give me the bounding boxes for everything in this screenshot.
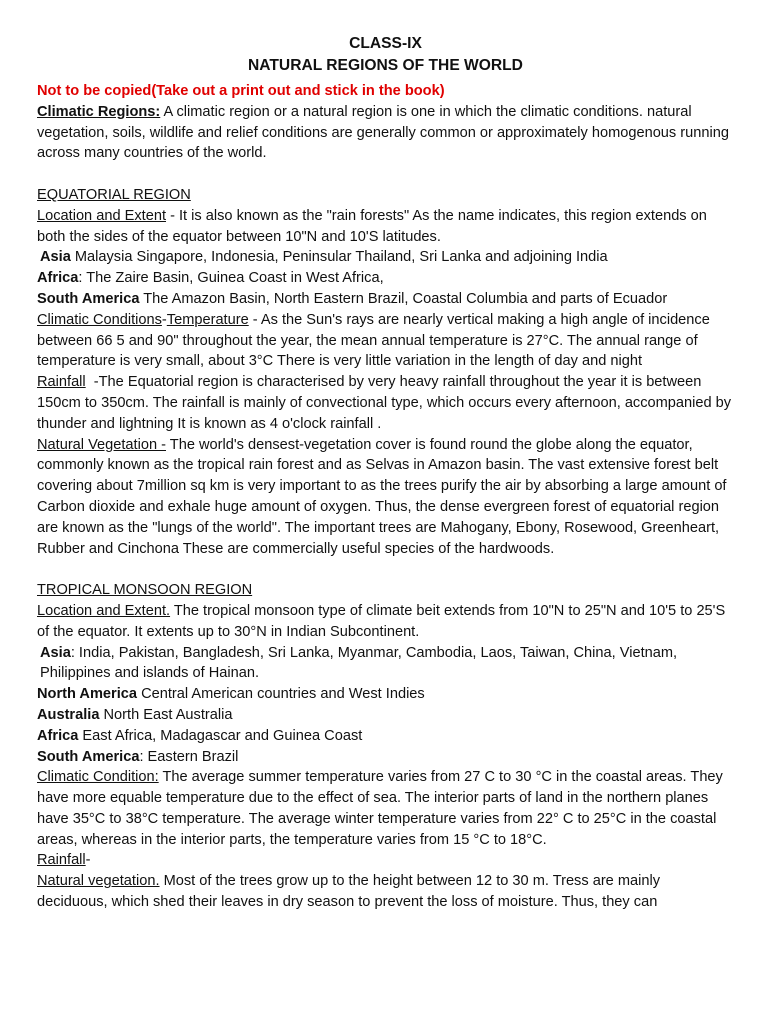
monsoon-vegetation-label: Natural vegetation. [37, 873, 160, 890]
equatorial-country-asia [37, 247, 734, 268]
country-label: Africa [37, 270, 79, 287]
country-text: East Africa, Madagascar and Guinea Coast [78, 727, 363, 744]
intro-label: Climatic Regions: [37, 103, 161, 120]
country-label: Australia [37, 706, 100, 723]
class-title: CLASS-IX [349, 35, 422, 52]
country-label: South America [37, 290, 140, 307]
intro-paragraph [37, 102, 734, 164]
country-text: : Eastern Brazil [139, 748, 239, 765]
monsoon-location-label: Location and Extent. [37, 602, 171, 619]
equatorial-rainfall [37, 372, 734, 434]
page-title: NATURAL REGIONS OF THE WORLD [248, 57, 523, 74]
country-text: : India, Pakistan, Bangladesh, Sri Lanka, Myanmar, Cambodia, Laos, Taiwan, China, Vietnam, Philippines and islands of Hainan. [40, 644, 678, 682]
spacer [37, 164, 734, 185]
equatorial-climate [37, 310, 734, 372]
equatorial-location-label: Location and Extent [37, 207, 167, 224]
equatorial-temperature-label: Temperature [166, 311, 249, 328]
equatorial-climate-text: - As the Sun's rays are nearly vertical making a high angle of incidence between 66 5 and 90" throughout the year, the mean annual temperature is 27°C. The annual range of temperature is very small, about 3°C There is very little variation in the length of day and night [37, 311, 710, 370]
country-label: North America [37, 686, 138, 703]
equatorial-vegetation [37, 435, 734, 560]
equatorial-location-text: - It is also known as the "rain forests" As the name indicates, this region extends on both the sides of the equator between 10"N and 10'S latitudes. [37, 207, 707, 245]
monsoon-climate-label: Climatic Condition: [37, 769, 159, 786]
monsoon-vegetation [37, 871, 734, 913]
country-text: Central American countries and West Indies [137, 686, 425, 703]
monsoon-country-south-america [37, 747, 734, 768]
country-label: Africa [37, 727, 79, 744]
monsoon-country-north-america [37, 684, 734, 705]
country-label: South America [37, 748, 140, 765]
copy-warning: Not to be copied(Take out a print out and stick in the book) [37, 83, 445, 99]
equatorial-location [37, 206, 734, 248]
monsoon-vegetation-text: Most of the trees grow up to the height between 12 to 30 m. Tress are mainly deciduous, which shed their leaves in dry season to prevent the loss of moisture. Thus, they can [37, 873, 661, 911]
country-text: Malaysia Singapore, Indonesia, Peninsular Thailand, Sri Lanka and adjoining India [70, 249, 608, 266]
equatorial-country-south-america [37, 289, 734, 310]
country-label: Asia [40, 644, 71, 661]
country-label: Asia [40, 249, 71, 266]
equatorial-country-africa [37, 268, 734, 289]
equatorial-vegetation-text: The world's densest-vegetation cover is found round the globe along the equator, commonly known as the tropical rain forest and as Selvas in Amazon basin. The vast extensive forest belt covering about 7million sq km is very important to as the trees purify the air by absorbing a large amount of Carbon dioxide and exhale huge amount of oxygen. Thus, the dense evergreen forest of equatorial region are known as the "lungs of the world". The important trees are Mahogany, Ebony, Rosewood, Greenheart, Rubber and Cinchona These are commercially useful species of the hardwoods. [37, 436, 727, 557]
equatorial-heading: EQUATORIAL REGION [37, 186, 191, 203]
country-text: The Amazon Basin, North Eastern Brazil, Coastal Columbia and parts of Ecuador [139, 290, 668, 307]
monsoon-country-africa [37, 726, 734, 747]
spacer [37, 559, 734, 580]
monsoon-climate-text: The average summer temperature varies from 27 C to 30 °C in the coastal areas. They have more equable temperature due to the effect of sea. The interior parts of land in the northern planes have 35°C to 38°C temperature. The average winter temperature varies from 22° C to 25°C in the coastal areas, whereas in the interior parts, the temperature varies from 15 °C to 18°C. [37, 769, 723, 848]
monsoon-location-text: The tropical monsoon type of climate beit extends from 10"N to 25"N and 10'5 to 25'S of the equator. It extents up to 30°N in Indian Subcontinent. [37, 602, 726, 640]
monsoon-climate [37, 767, 734, 850]
monsoon-rainfall-text: - [85, 852, 91, 869]
equatorial-rainfall-label: Rainfall [37, 374, 86, 391]
country-text: North East Australia [99, 706, 233, 723]
monsoon-rainfall [37, 850, 734, 871]
equatorial-vegetation-label: Natural Vegetation - [37, 436, 166, 453]
monsoon-country-australia [37, 705, 734, 726]
intro-text: A climatic region or a natural region is one in which the climatic conditions. natural vegetation, soils, wildlife and relief conditions are generally common or approximately homogenous running across many countries of the world. [37, 103, 729, 162]
country-text: : The Zaire Basin, Guinea Coast in West Africa, [78, 270, 384, 287]
monsoon-heading: TROPICAL MONSOON REGION [37, 582, 253, 599]
monsoon-rainfall-label: Rainfall [37, 852, 86, 869]
equatorial-climate-label: Climatic Conditions [37, 311, 162, 328]
equatorial-rainfall-text: -The Equatorial region is characterised by very heavy rainfall throughout the year it is between 150cm to 350cm. The rainfall is mainly of convectional type, which occurs every afternoon, accompanied by thunder and lightning It is known as 4 o'clock rainfall . [37, 374, 736, 432]
separator: - [161, 311, 167, 328]
monsoon-location [37, 601, 734, 643]
monsoon-country-asia [37, 643, 734, 685]
